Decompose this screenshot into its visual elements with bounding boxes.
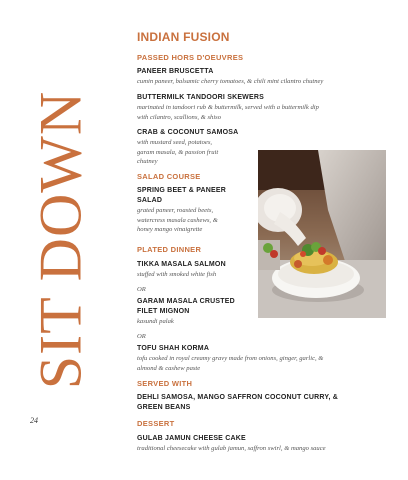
item-desc: stuffed with smoked white fish: [137, 271, 217, 278]
item-name: SALAD: [137, 197, 163, 204]
item-desc: almond & cashew paste: [137, 364, 201, 372]
item-desc: garam masala, & passion fruit: [137, 148, 219, 156]
item-name: DEHLI SAMOSA, MANGO SAFFRON COCONUT CURRY, &: [137, 394, 339, 401]
item-name: GARAM MASALA CRUSTED: [137, 298, 235, 305]
item-desc: tofu cooked in royal creamy gravy made from onions, ginger, garlic, &: [137, 355, 324, 362]
section-served: SERVED WITH: [137, 379, 193, 388]
item-desc: chutney: [137, 158, 158, 165]
item-dessert: [137, 434, 326, 454]
item-name: GULAB JAMUN CHEESE CAKE: [137, 435, 246, 442]
section-salad: SALAD COURSE: [137, 172, 201, 181]
item-skewers: [137, 93, 319, 122]
section-passed: PASSED HORS D'OEUVRES: [137, 53, 244, 62]
vertical-title-wrap: [27, 90, 94, 390]
menu-title: INDIAN FUSION: [137, 30, 230, 44]
item-desc: cumin paneer, balsamic cherry tomatoes, & chili mint cilantro chutney: [137, 78, 324, 85]
section-plated: PLATED DINNER: [137, 245, 202, 254]
item-name: BUTTERMILK TANDOORI SKEWERS: [137, 94, 264, 101]
chef-plating-photo: [258, 150, 386, 318]
food-image: [258, 150, 386, 318]
item-name: SPRING BEET & PANEER: [137, 187, 227, 194]
item-name: TOFU SHAH KORMA: [137, 345, 210, 352]
item-korma: [137, 344, 323, 373]
item-samosa: [137, 128, 238, 167]
item-name: FILET MIGNON: [137, 308, 190, 315]
item-desc: traditional cheesecake with gulab jamun, saffron swirl, & mango sauce: [137, 445, 326, 452]
vertical-title: SIT DOWN: [27, 90, 94, 390]
item-name: GREEN BEANS: [137, 404, 191, 411]
item-desc: watercress masala cashews, &: [137, 216, 218, 224]
item-desc: honey mango vinaigrette: [137, 226, 203, 233]
item-salad: [137, 186, 226, 235]
item-desc: with cilantro, scallions, & shiso: [137, 113, 222, 121]
item-desc: kasundi palak: [137, 318, 174, 325]
item-name: CRAB & COCONUT SAMOSA: [137, 129, 239, 136]
item-paneer: [137, 67, 323, 87]
section-dessert: DESSERT: [137, 419, 175, 428]
item-salmon: [137, 260, 226, 280]
item-sides: [137, 393, 338, 413]
item-desc: with mustard seed, potatoes,: [137, 139, 213, 146]
item-name: TIKKA MASALA SALMON: [137, 261, 226, 268]
or-separator: OR: [137, 286, 146, 293]
item-filet: [137, 297, 235, 327]
or-separator: OR: [137, 333, 146, 340]
page-number: 24: [30, 416, 38, 425]
item-name: PANEER BRUSCETTA: [137, 68, 214, 75]
item-desc: marinated in tandoori rub & buttermilk, served with a buttermilk dip: [137, 104, 319, 111]
item-desc: grated paneer, roasted beets,: [137, 207, 214, 214]
